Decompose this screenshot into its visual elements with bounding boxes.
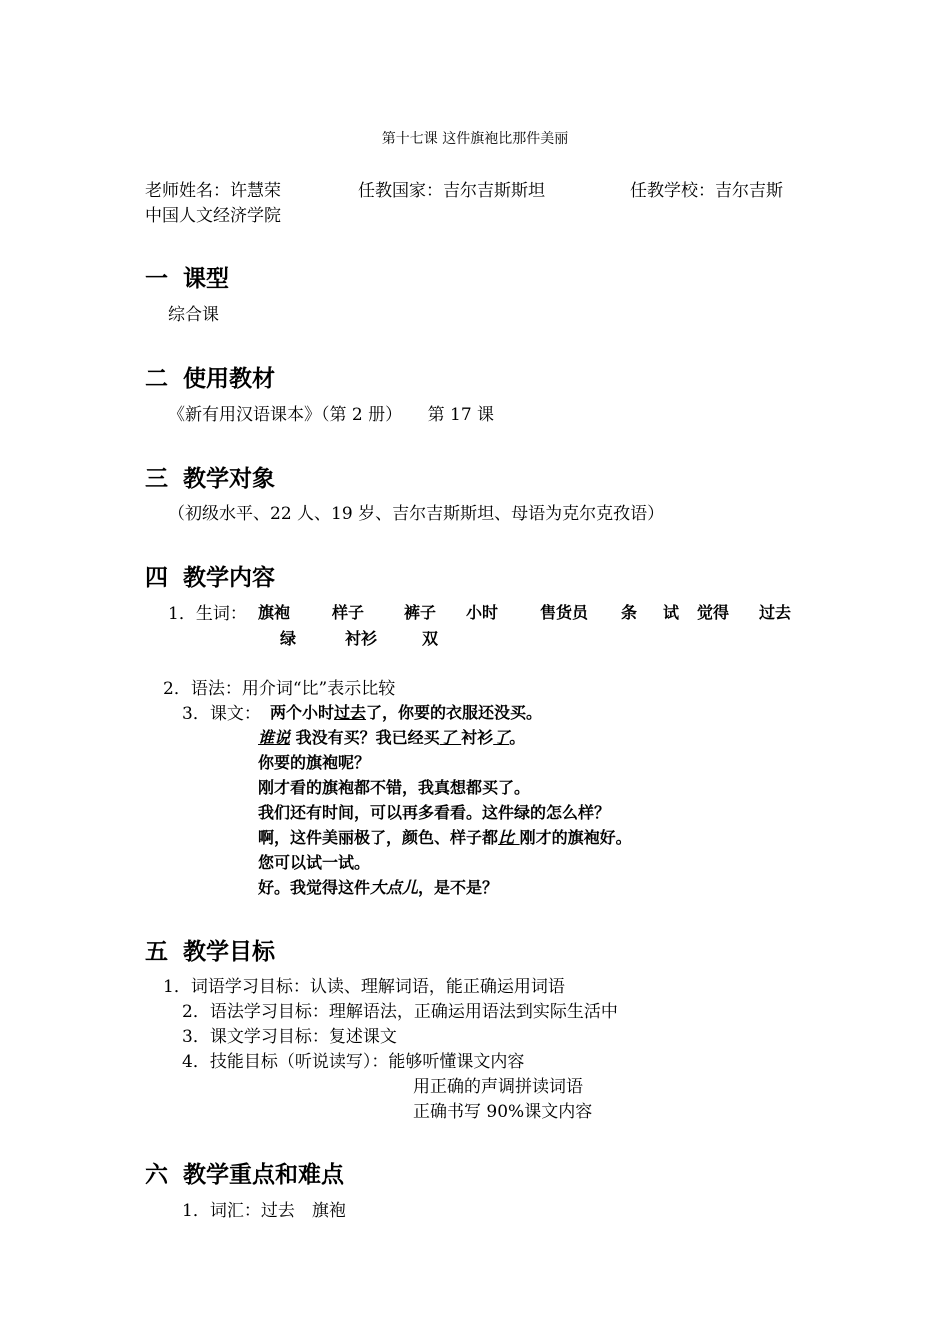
section-title: 课型 (183, 266, 229, 292)
vocab-word: 绿 (280, 629, 297, 648)
dialogue-fragment: 好。我觉得这件 (258, 878, 371, 897)
objective-item: 1．词语学习目标：认读、理解词语，能正确运用词语 (163, 977, 565, 997)
text-label: 3．课文： (182, 704, 261, 724)
section-number: 一 (145, 266, 168, 292)
section-title: 教学内容 (183, 565, 275, 591)
section-heading-textbook (145, 360, 275, 393)
vocab-word: 裤子 (404, 603, 437, 622)
lesson-title: 第十七课 这件旗袍比那件美丽 (381, 131, 569, 147)
textbook-text: 《新有用汉语课本》（第 2 册） 第 17 课 (168, 405, 495, 425)
section-heading-students (145, 460, 275, 493)
dialogue-fragment-underlined: 过去 (334, 703, 367, 722)
dialogue-fragment-emphasis: 谁说 (258, 728, 291, 747)
teaching-school-cont: 中国人文经济学院 (145, 206, 281, 226)
section-number: 四 (145, 565, 168, 591)
dialogue-fragment: 衬衫 (461, 728, 494, 747)
section-heading-objectives (145, 933, 275, 966)
dialogue-line-4: 刚才看的旗袍都不错，我真想都买了。 (258, 778, 531, 797)
vocab-row-2 (280, 626, 438, 649)
vocab-word: 衬衫 (345, 629, 378, 648)
dialogue-fragment-emphasis: 比 (498, 828, 520, 847)
dialogue-line-7: 您可以试一试。 (258, 853, 371, 872)
section-heading-course-type (145, 260, 229, 293)
dialogue-fragment: 两个小时 (270, 703, 335, 722)
vocab-word: 双 (422, 629, 439, 648)
grammar-item: 2．语法：用介词“比”表示比较 (163, 679, 396, 699)
vocab-word: 售货员 (540, 603, 589, 622)
dialogue-line-6 (258, 825, 632, 848)
section-number: 二 (145, 366, 168, 392)
section-heading-content (145, 559, 275, 592)
vocab-word: 小时 (466, 603, 499, 622)
vocab-label: 1．生词： (168, 604, 247, 624)
dialogue-fragment-emphasis: 了 (493, 728, 510, 747)
dialogue-line-3: 你要的旗袍呢？ (258, 753, 371, 772)
objective-item: 2．语法学习目标：理解语法，正确运用语法到实际生活中 (182, 1002, 618, 1022)
dialogue-fragment: 了，你要的衣服还没买。 (366, 703, 543, 722)
objective-subitem: 正确书写 90%课文内容 (413, 1102, 593, 1122)
section-number: 三 (145, 466, 168, 492)
teaching-school: 任教学校：吉尔吉斯 (630, 181, 783, 201)
teaching-country: 任教国家：吉尔吉斯斯坦 (358, 181, 545, 201)
vocab-word: 旗袍 (258, 603, 291, 622)
dialogue-fragment-emphasis: 了 (439, 728, 462, 747)
vocab-word: 试 (663, 603, 680, 622)
course-type-text: 综合课 (168, 305, 219, 325)
dialogue-line-5: 我们还有时间，可以再多看看。这件绿的怎么样？ (258, 803, 611, 822)
students-text: （初级水平、22 人、19 岁、吉尔吉斯斯坦、母语为克尔克孜语） (168, 504, 665, 524)
dialogue-fragment: 啊，这件美丽极了，颜色、样子都 (258, 828, 499, 847)
vocab-word: 样子 (332, 603, 365, 622)
section-heading-key-points (145, 1156, 344, 1189)
section-number: 六 (145, 1162, 168, 1188)
vocab-word: 过去 (759, 603, 792, 622)
dialogue-line-2 (258, 725, 525, 748)
vocab-row-1 (258, 600, 791, 623)
section-title: 使用教材 (183, 366, 275, 392)
vocab-word: 觉得 (697, 603, 730, 622)
dialogue-fragment: 。 (509, 728, 526, 747)
section-number: 五 (145, 939, 168, 965)
dialogue-fragment: 刚才的旗袍好。 (519, 828, 632, 847)
objective-item: 4．技能目标（听说读写）：能够听懂课文内容 (182, 1052, 525, 1072)
dialogue-line-8 (258, 875, 498, 898)
dialogue-fragment: ，是不是？ (418, 878, 499, 897)
dialogue-fragment: 我没有买？我已经买 (290, 728, 440, 747)
vocab-word: 条 (621, 603, 638, 622)
key-point-item: 1．词汇：过去 旗袍 (182, 1201, 346, 1221)
objective-subitem: 用正确的声调拼读词语 (413, 1077, 583, 1097)
dialogue-line-1 (270, 700, 542, 723)
section-title: 教学对象 (183, 466, 275, 492)
dialogue-fragment-emphasis: 大点儿 (370, 878, 419, 897)
section-title: 教学重点和难点 (183, 1162, 344, 1188)
teacher-name: 老师姓名：许慧荣 (145, 181, 281, 201)
section-title: 教学目标 (183, 939, 275, 965)
objective-item: 3．课文学习目标：复述课文 (182, 1027, 397, 1047)
